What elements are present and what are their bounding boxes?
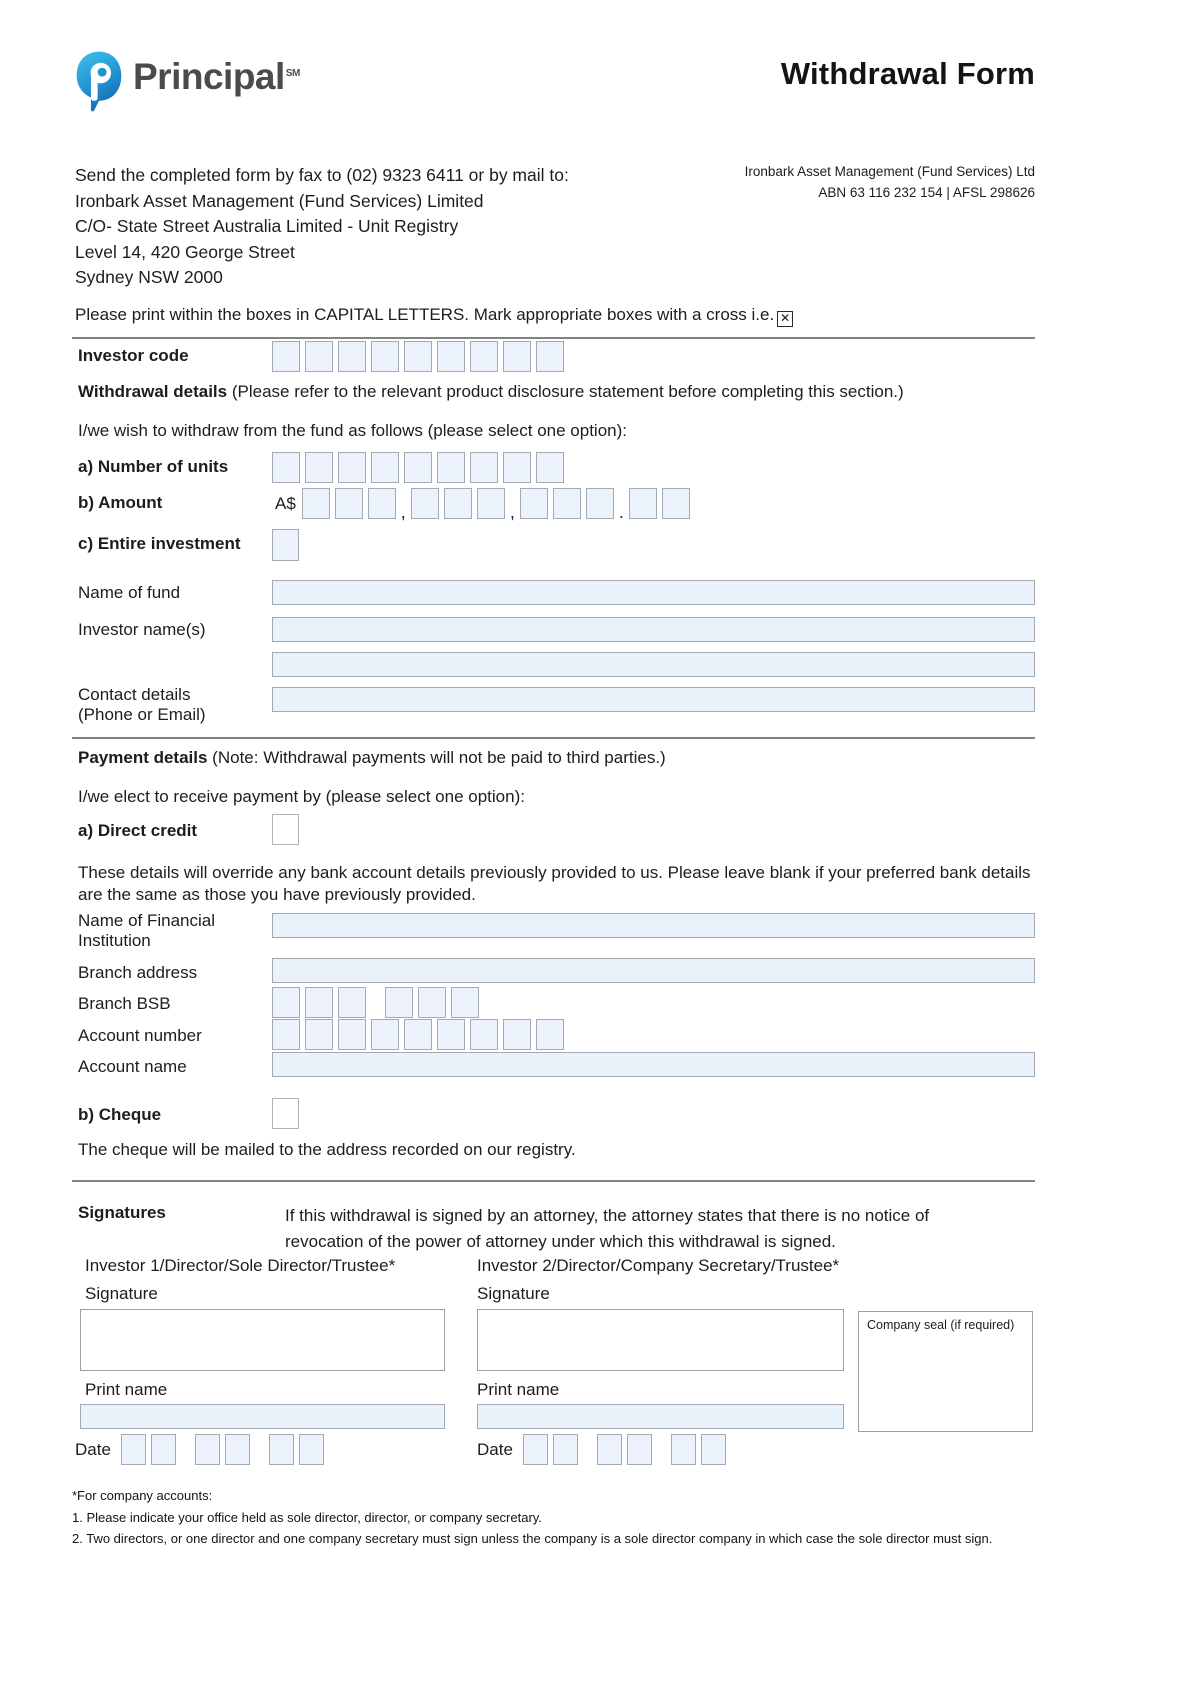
char-box[interactable] [385, 987, 413, 1018]
footnote-item-2: 2. Two directors, or one director and one company secretary must sign unless the company is a sole director company in which case the sole director must sign. [72, 1531, 993, 1546]
char-box[interactable] [536, 1019, 564, 1050]
box-group-separator: . [618, 502, 624, 522]
amount-row [275, 488, 695, 522]
payment-details-heading [78, 748, 1038, 768]
principal-logo-icon [74, 48, 124, 116]
char-box[interactable] [338, 1019, 366, 1050]
char-box[interactable] [404, 1019, 432, 1050]
investor-names-field-2[interactable] [272, 652, 1035, 677]
char-box[interactable] [411, 488, 439, 519]
char-box[interactable] [225, 1434, 250, 1465]
char-box[interactable] [338, 987, 366, 1018]
attorney-note: If this withdrawal is signed by an attorney, the attorney states that there is no notice of revocation of the power of attorney under which this withdrawal is signed. [285, 1206, 930, 1251]
char-box[interactable] [371, 341, 399, 372]
char-box[interactable] [523, 1434, 548, 1465]
char-box[interactable] [536, 341, 564, 372]
investor-names-field-1[interactable] [272, 617, 1035, 642]
mailing-address-block [75, 163, 695, 291]
financial-institution-label [78, 911, 215, 951]
cheque-label: b) Cheque [78, 1105, 162, 1124]
signature-box-investor1[interactable] [80, 1309, 445, 1371]
signature-box-investor2[interactable] [477, 1309, 844, 1371]
char-box[interactable] [470, 341, 498, 372]
name-of-fund-label: Name of fund [78, 583, 181, 602]
investor-names-label: Investor name(s) [78, 620, 206, 639]
contact-details-label-line2: (Phone or Email) [78, 705, 206, 724]
print-instruction [75, 305, 1035, 327]
logo-wordmark: Principal [133, 56, 285, 97]
date-row-investor1 [75, 1434, 329, 1465]
branch-bsb-boxes [272, 987, 484, 1018]
char-box[interactable] [627, 1434, 652, 1465]
mail-line: Sydney NSW 2000 [75, 267, 223, 287]
date-boxes-investor1 [121, 1434, 329, 1465]
char-box[interactable] [368, 488, 396, 519]
withdrawal-intro: I/we wish to withdraw from the fund as follows (please select one option): [78, 421, 627, 440]
char-box[interactable] [338, 452, 366, 483]
char-box[interactable] [272, 1019, 300, 1050]
print-name-field-investor2[interactable] [477, 1404, 844, 1429]
char-box[interactable] [305, 452, 333, 483]
option-a-units-label: a) Number of units [78, 457, 229, 476]
char-box[interactable] [151, 1434, 176, 1465]
char-box[interactable] [470, 452, 498, 483]
box-group-separator: , [400, 502, 406, 522]
section-divider [72, 337, 1035, 339]
financial-institution-label-line2: Institution [78, 931, 151, 950]
print-instruction-text: Please print within the boxes in CAPITAL LETTERS. Mark appropriate boxes with a cross i.e. [75, 305, 775, 324]
cheque-checkbox[interactable] [272, 1098, 299, 1129]
logo-sm-mark: SM [285, 67, 300, 79]
char-box[interactable] [553, 488, 581, 519]
withdrawal-details-heading [78, 382, 1038, 402]
char-box[interactable] [371, 452, 399, 483]
char-box[interactable] [553, 1434, 578, 1465]
mail-line: Ironbark Asset Management (Fund Services) Limited [75, 190, 484, 211]
char-box[interactable] [444, 488, 472, 519]
investor2-role-label: Investor 2/Director/Company Secretary/Trustee* [477, 1256, 840, 1275]
char-box[interactable] [195, 1434, 220, 1465]
contact-details-label [78, 685, 206, 725]
investor1-role-label: Investor 1/Director/Sole Director/Trustee* [85, 1256, 396, 1275]
char-box[interactable] [701, 1434, 726, 1465]
withdrawal-details-title: Withdrawal details [78, 382, 228, 401]
date-boxes-investor2 [523, 1434, 731, 1465]
char-box[interactable] [371, 1019, 399, 1050]
page-title: Withdrawal Form [780, 56, 1035, 91]
financial-institution-label-line1: Name of Financial [78, 911, 216, 930]
char-box[interactable] [404, 341, 432, 372]
char-box[interactable] [451, 987, 479, 1018]
print-name-label-investor2: Print name [477, 1380, 560, 1399]
mail-line: C/O- State Street Australia Limited - Unit Registry [75, 216, 459, 236]
branch-address-label: Branch address [78, 963, 198, 982]
investor-code-boxes [272, 341, 569, 372]
char-box[interactable] [404, 452, 432, 483]
box-group-separator: , [509, 502, 515, 522]
char-box[interactable] [503, 452, 531, 483]
date-label-investor2: Date [477, 1440, 513, 1459]
char-box[interactable] [437, 341, 465, 372]
char-box[interactable] [305, 341, 333, 372]
signature-label-investor1: Signature [85, 1284, 158, 1303]
amount-boxes [302, 488, 695, 522]
payment-details-note: (Note: Withdrawal payments will not be paid to third parties.) [207, 748, 666, 767]
char-box[interactable] [305, 1019, 333, 1050]
account-name-field[interactable] [272, 1052, 1035, 1077]
direct-credit-checkbox[interactable] [272, 814, 299, 845]
char-box[interactable] [272, 987, 300, 1018]
char-box[interactable] [121, 1434, 146, 1465]
footnote-item-1: 1. Please indicate your office held as sole director, director, or company secretary. [72, 1510, 542, 1525]
branch-bsb-label: Branch BSB [78, 994, 171, 1013]
char-box[interactable] [477, 488, 505, 519]
char-box[interactable] [299, 1434, 324, 1465]
company-info-block [615, 161, 1035, 203]
char-box[interactable] [302, 488, 330, 519]
company-seal-label: Company seal (if required) [867, 1318, 1015, 1332]
char-box[interactable] [437, 452, 465, 483]
cross-example-checkbox: ✕ [777, 311, 793, 327]
date-row-investor2 [477, 1434, 731, 1465]
direct-credit-label: a) Direct credit [78, 821, 198, 840]
option-b-amount-label: b) Amount [78, 493, 163, 512]
char-box[interactable] [470, 1019, 498, 1050]
financial-institution-field[interactable] [272, 913, 1035, 938]
withdrawal-details-note: (Please refer to the relevant product disclosure statement before completing this section.) [227, 382, 904, 401]
char-box[interactable] [418, 987, 446, 1018]
char-box[interactable] [272, 341, 300, 372]
print-name-label-investor1: Print name [85, 1380, 168, 1399]
section-divider [72, 1180, 1035, 1182]
char-box[interactable] [338, 341, 366, 372]
company-name: Ironbark Asset Management (Fund Services) Ltd [744, 164, 1035, 179]
company-abn-afsl: ABN 63 116 232 154 | AFSL 298626 [818, 185, 1035, 200]
char-box[interactable] [503, 1019, 531, 1050]
char-box[interactable] [335, 488, 363, 519]
investor-code-label: Investor code [78, 346, 189, 365]
account-number-boxes [272, 1019, 569, 1050]
char-box[interactable] [437, 1019, 465, 1050]
account-name-label: Account name [78, 1057, 187, 1076]
section-divider [72, 737, 1035, 739]
entire-investment-checkbox[interactable] [272, 529, 299, 561]
date-label-investor1: Date [75, 1440, 111, 1459]
print-name-field-investor1[interactable] [80, 1404, 445, 1429]
char-box[interactable] [269, 1434, 294, 1465]
mail-line: Send the completed form by fax to (02) 9323 6411 or by mail to: [75, 165, 569, 185]
footnote-title: *For company accounts: [72, 1488, 213, 1503]
payment-intro: I/we elect to receive payment by (please select one option): [78, 787, 525, 806]
char-box[interactable] [671, 1434, 696, 1465]
company-seal-box[interactable] [858, 1311, 1033, 1432]
char-box[interactable] [536, 452, 564, 483]
char-box[interactable] [305, 987, 333, 1018]
cheque-note: The cheque will be mailed to the address recorded on our registry. [78, 1140, 576, 1159]
char-box[interactable] [597, 1434, 622, 1465]
option-c-entire-label: c) Entire investment [78, 534, 241, 553]
mail-line: Level 14, 420 George Street [75, 241, 295, 262]
char-box[interactable] [272, 452, 300, 483]
currency-prefix: A$ [275, 494, 296, 513]
char-box[interactable] [629, 488, 657, 519]
number-of-units-boxes [272, 452, 569, 483]
char-box[interactable] [662, 488, 690, 519]
char-box[interactable] [503, 341, 531, 372]
signature-label-investor2: Signature [477, 1284, 550, 1303]
branch-address-field[interactable] [272, 958, 1035, 983]
contact-details-field[interactable] [272, 687, 1035, 712]
contact-details-label-line1: Contact details [78, 685, 191, 704]
char-box[interactable] [586, 488, 614, 519]
signatures-heading: Signatures [78, 1203, 166, 1222]
principal-logo-text [133, 56, 300, 98]
bank-override-note: These details will override any bank account details previously provided to us. Please leave blank if your preferred bank details are the same as those you have previously provided. [78, 863, 1031, 904]
principal-logo [74, 48, 300, 116]
name-of-fund-field[interactable] [272, 580, 1035, 605]
char-box[interactable] [520, 488, 548, 519]
account-number-label: Account number [78, 1026, 202, 1045]
payment-details-title: Payment details [78, 748, 208, 767]
